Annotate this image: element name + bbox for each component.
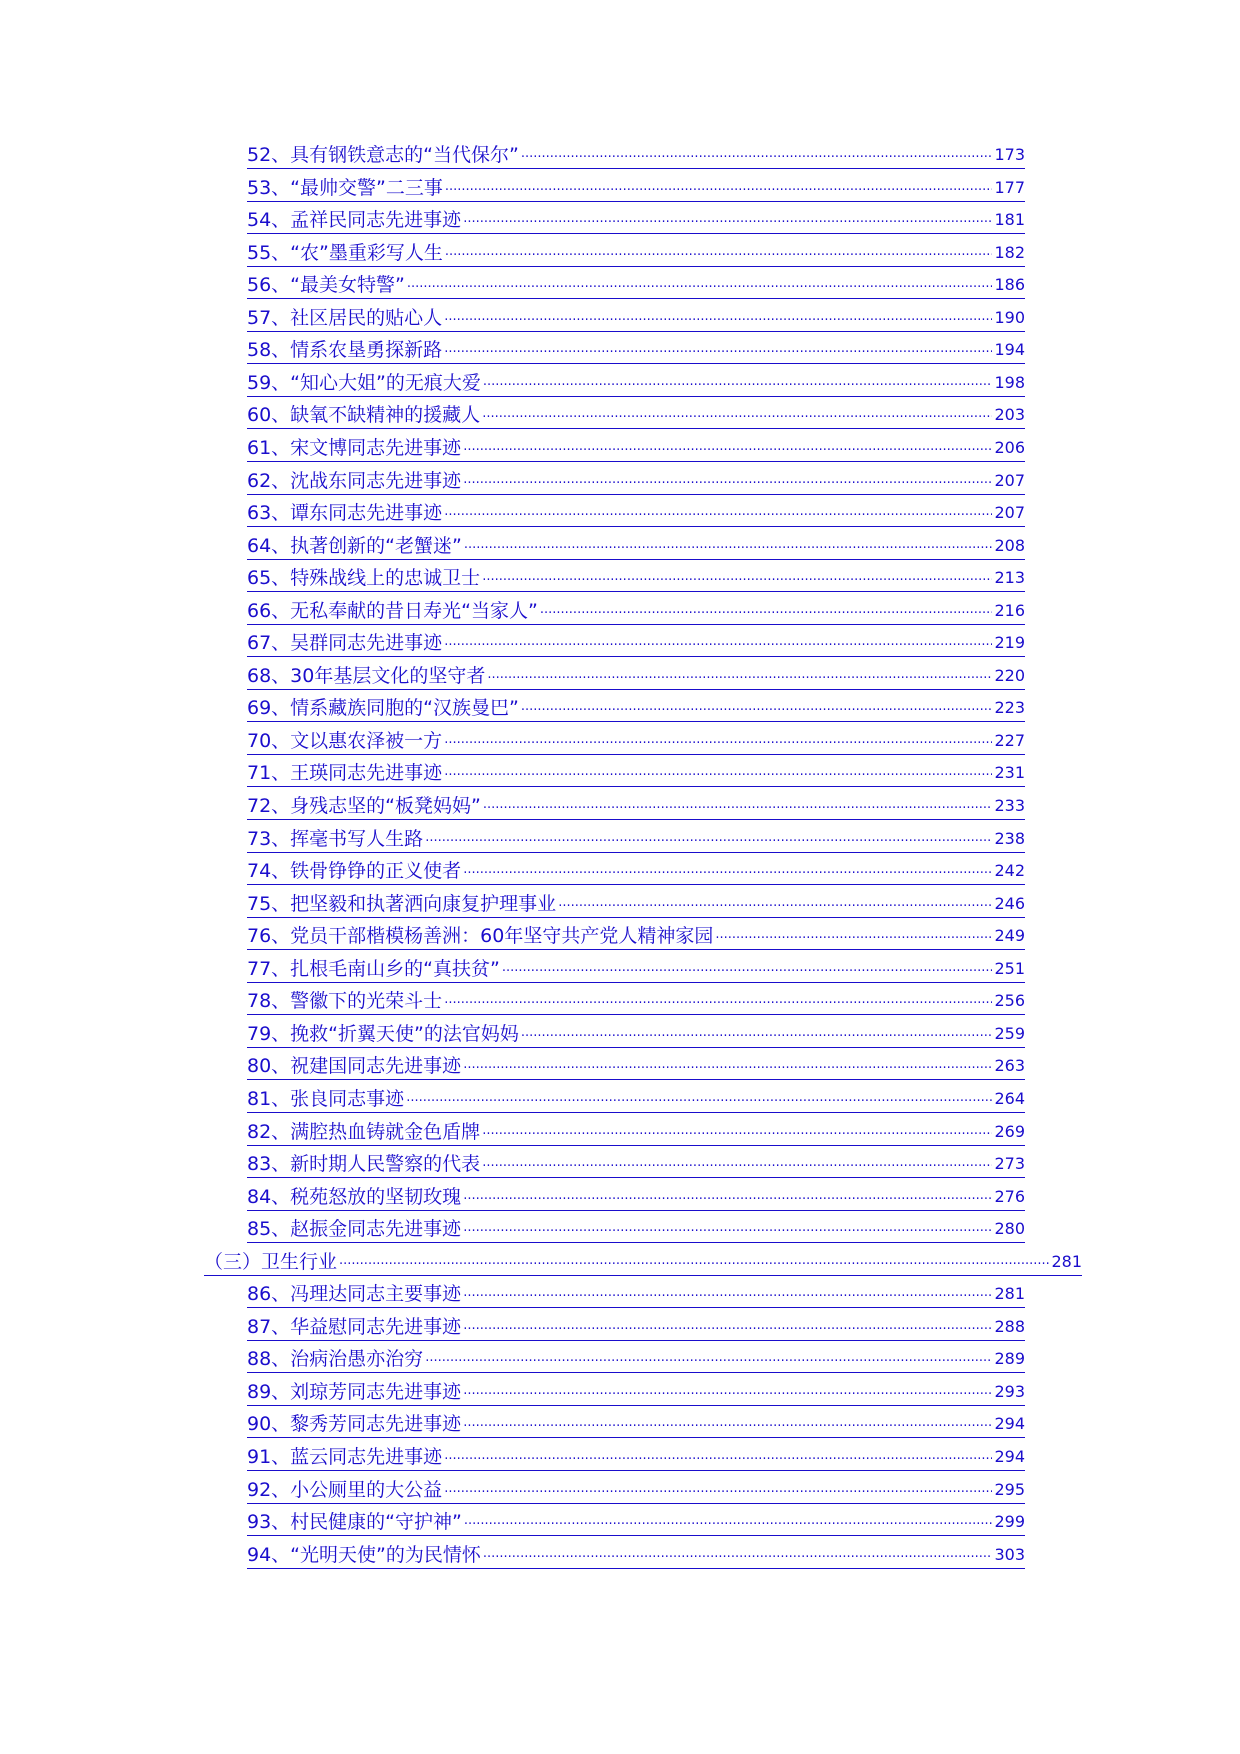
toc-dot-leader	[444, 305, 992, 331]
toc-entry-title: 61、宋文博同志先进事迹	[247, 436, 462, 459]
toc-page-number: 249	[994, 926, 1025, 946]
toc-entry-title: 75、把坚毅和执著洒向康复护理事业	[247, 892, 557, 915]
toc-entry[interactable]	[247, 399, 1025, 429]
toc-entry-title: （三）卫生行业	[204, 1250, 338, 1273]
toc-entry[interactable]	[247, 1083, 1025, 1113]
toc-page-number: 233	[994, 796, 1025, 815]
toc-dot-leader	[483, 1542, 993, 1568]
toc-entry[interactable]	[247, 1278, 1025, 1308]
toc-section-heading[interactable]	[204, 1246, 1082, 1276]
toc-entry-title: 86、冯理达同志主要事迹	[247, 1283, 462, 1306]
toc-entry-title: 89、刘琼芳同志先进事迹	[247, 1380, 462, 1403]
toc-entry-title: 92、小公厕里的大公益	[247, 1478, 443, 1501]
toc-entry-title: 66、无私奉献的昔日寿光“当家人”	[247, 599, 538, 622]
toc-entry-title: 60、缺氧不缺精神的援藏人	[247, 404, 481, 427]
toc-entry-title: 91、蓝云同志先进事迹	[247, 1446, 443, 1468]
toc-page-number: 207	[994, 503, 1025, 523]
toc-page-number: 264	[994, 1088, 1025, 1108]
toc-entry-title: 70、文以惠农泽被一方	[247, 729, 443, 752]
toc-dot-leader	[463, 468, 992, 494]
toc-dot-leader	[463, 1053, 992, 1079]
toc-dot-leader	[444, 1477, 992, 1503]
toc-entry-title: 78、警徽下的光荣斗士	[247, 990, 443, 1013]
toc-entry[interactable]	[247, 204, 1025, 234]
toc-entry[interactable]	[247, 269, 1025, 299]
toc-entry-title: 63、谭东同志先进事迹	[247, 502, 443, 525]
toc-entry[interactable]	[247, 725, 1025, 755]
toc-page-number: 216	[994, 600, 1025, 620]
toc-page-number: 280	[994, 1219, 1025, 1239]
toc-page-number: 299	[994, 1512, 1025, 1532]
toc-page-number: 238	[994, 828, 1025, 848]
toc-dot-leader	[444, 760, 992, 786]
toc-entry[interactable]	[247, 1376, 1025, 1406]
toc-dot-leader	[463, 435, 992, 461]
toc-dot-leader	[445, 240, 993, 266]
toc-entry-title: 55、“农”墨重彩写人生	[247, 241, 443, 264]
toc-page-number: 208	[994, 535, 1025, 555]
toc-entry[interactable]	[247, 530, 1025, 560]
toc-entry-title: 59、“知心大姐”的无痕大爱	[247, 371, 481, 394]
toc-page-number: 273	[994, 1154, 1025, 1174]
toc-page-number: 251	[994, 958, 1025, 978]
toc-entry[interactable]	[247, 497, 1025, 527]
toc-entry[interactable]	[247, 1539, 1025, 1569]
toc-entry-title: 72、身残志坚的“板凳妈妈”	[247, 795, 481, 817]
toc-entry[interactable]	[247, 1181, 1025, 1211]
toc-entry-title: 81、张良同志事迹	[247, 1087, 405, 1110]
toc-page-number: 288	[994, 1316, 1025, 1336]
toc-dot-leader	[444, 630, 992, 656]
toc-entry-title: 62、沈战东同志先进事迹	[247, 469, 462, 492]
toc-entry-title: 84、税苑怒放的坚韧玫瑰	[247, 1185, 462, 1208]
toc-entry-title: 80、祝建国同志先进事迹	[247, 1055, 462, 1078]
toc-page-number: 182	[994, 242, 1025, 262]
toc-dot-leader	[463, 1411, 992, 1437]
toc-page-number: 276	[994, 1186, 1025, 1206]
toc-dot-leader	[444, 500, 992, 526]
toc-dot-leader	[715, 923, 992, 949]
toc-entry[interactable]	[247, 692, 1025, 722]
toc-dot-leader	[521, 1021, 993, 1047]
toc-dot-leader	[339, 1249, 1049, 1275]
toc-entry[interactable]	[247, 855, 1025, 885]
toc-page-number: 281	[994, 1284, 1025, 1304]
toc-dot-leader	[482, 565, 992, 591]
toc-dot-leader	[444, 988, 992, 1014]
toc-entry[interactable]	[247, 1148, 1025, 1178]
toc-entry[interactable]	[247, 823, 1025, 853]
toc-page-number: 269	[994, 1121, 1025, 1141]
toc-page-number: 198	[994, 372, 1025, 392]
toc-page-number: 203	[994, 405, 1025, 425]
toc-page-number: 206	[994, 437, 1025, 457]
toc-page-number: 227	[994, 730, 1025, 750]
toc-entry[interactable]	[247, 334, 1025, 364]
toc-dot-leader	[445, 175, 993, 201]
toc-dot-leader	[464, 533, 993, 559]
toc-entry[interactable]	[247, 1050, 1025, 1080]
toc-entry[interactable]	[247, 139, 1025, 169]
toc-page-number: 219	[994, 633, 1025, 653]
toc-page-number: 281	[1051, 1251, 1082, 1271]
toc-entry-title: 53、“最帅交警”二三事	[247, 176, 443, 199]
toc-entry-title: 52、具有钢铁意志的“当代保尔”	[247, 144, 519, 166]
toc-entry-title: 68、30年基层文化的坚守者	[247, 664, 486, 687]
toc-entry-title: 64、执著创新的“老蟹迷”	[247, 534, 462, 557]
toc-dot-leader	[425, 1346, 992, 1372]
toc-entry[interactable]	[247, 432, 1025, 462]
toc-page-number: 207	[994, 470, 1025, 490]
toc-page-number: 246	[994, 893, 1025, 913]
toc-page-number: 194	[994, 340, 1025, 360]
toc-dot-leader	[463, 1314, 992, 1340]
toc-entry-title: 85、赵振金同志先进事迹	[247, 1218, 462, 1241]
toc-entry-title: 83、新时期人民警察的代表	[247, 1153, 481, 1176]
toc-dot-leader	[487, 663, 992, 689]
toc-entry-title: 76、党员干部楷模杨善洲：60年坚守共产党人精神家园	[247, 925, 714, 948]
toc-page-number: 242	[994, 861, 1025, 881]
toc-entry[interactable]	[247, 920, 1025, 950]
toc-page-number: 293	[994, 1381, 1025, 1401]
toc-page-number: 294	[994, 1447, 1025, 1466]
toc-entry-title: 73、挥毫书写人生路	[247, 827, 424, 850]
toc-entry-title: 69、情系藏族同胞的“汉族曼巴”	[247, 697, 519, 720]
toc-entry[interactable]	[247, 757, 1025, 787]
toc-dot-leader	[483, 793, 993, 819]
toc-entry-title: 94、“光明天使”的为民情怀	[247, 1543, 481, 1566]
toc-entry[interactable]	[247, 1018, 1025, 1048]
toc-entry-title: 93、村民健康的“守护神”	[247, 1511, 462, 1534]
toc-entry[interactable]	[247, 790, 1025, 820]
toc-entry[interactable]	[247, 660, 1025, 690]
toc-dot-leader	[444, 337, 992, 363]
toc-dot-leader	[521, 695, 993, 721]
toc-entry[interactable]	[247, 1311, 1025, 1341]
toc-entry-title: 79、挽救“折翼天使”的法官妈妈	[247, 1022, 519, 1045]
toc-entry[interactable]	[247, 1408, 1025, 1438]
toc-dot-leader	[444, 1444, 992, 1470]
toc-page-number: 231	[994, 763, 1025, 783]
toc-entry[interactable]	[247, 172, 1025, 202]
toc-entry[interactable]	[247, 302, 1025, 332]
toc-dot-leader	[407, 272, 993, 298]
toc-entry-title: 77、扎根毛南山乡的“真扶贫”	[247, 957, 500, 980]
toc-dot-leader	[463, 1216, 992, 1242]
toc-entry[interactable]	[247, 562, 1025, 592]
toc-page-number: 256	[994, 991, 1025, 1011]
toc-entry-title: 74、铁骨铮铮的正义使者	[247, 860, 462, 883]
toc-entry-title: 65、特殊战线上的忠诚卫士	[247, 567, 481, 590]
toc-dot-leader	[406, 1086, 992, 1112]
toc-dot-leader	[502, 956, 993, 982]
toc-entry-title: 90、黎秀芳同志先进事迹	[247, 1413, 462, 1436]
toc-entry[interactable]	[247, 1343, 1025, 1373]
toc-dot-leader	[464, 1509, 993, 1535]
toc-entry[interactable]	[247, 465, 1025, 495]
toc-page-number: 295	[994, 1479, 1025, 1499]
toc-page-number: 213	[994, 568, 1025, 588]
toc-dot-leader	[483, 370, 993, 396]
toc-entry[interactable]	[247, 595, 1025, 625]
toc-page-number: 186	[994, 275, 1025, 295]
toc-entry[interactable]	[247, 1213, 1025, 1243]
toc-entry[interactable]	[247, 1116, 1025, 1146]
toc-entry[interactable]	[247, 237, 1025, 267]
toc-dot-leader	[444, 728, 992, 754]
toc-dot-leader	[463, 1281, 992, 1307]
toc-dot-leader	[482, 1119, 992, 1145]
toc-page-number: 220	[994, 665, 1025, 685]
toc-dot-leader	[482, 402, 992, 428]
toc-dot-leader	[463, 858, 992, 884]
toc-entry-title: 82、满腔热血铸就金色盾牌	[247, 1120, 481, 1143]
toc-dot-leader	[463, 1379, 992, 1405]
toc-entry[interactable]	[247, 627, 1025, 657]
toc-entry-title: 88、治病治愚亦治穷	[247, 1348, 424, 1371]
toc-entry-title: 71、王瑛同志先进事迹	[247, 762, 443, 785]
toc-page-number: 303	[994, 1544, 1025, 1564]
toc-entry-title: 87、华益慰同志先进事迹	[247, 1315, 462, 1338]
toc-page-number: 173	[994, 145, 1025, 164]
toc-entry[interactable]	[247, 985, 1025, 1015]
toc-entry[interactable]	[247, 888, 1025, 918]
toc-dot-leader	[425, 826, 992, 852]
toc-page-number: 259	[994, 1023, 1025, 1043]
toc-page-number: 263	[994, 1056, 1025, 1076]
toc-dot-leader	[540, 598, 993, 624]
toc-dot-leader	[463, 1184, 992, 1210]
toc-entry-title: 56、“最美女特警”	[247, 274, 405, 297]
toc-entry-title: 58、情系农垦勇探新路	[247, 339, 443, 362]
toc-entry-title: 57、社区居民的贴心人	[247, 306, 443, 329]
toc-page-number: 177	[994, 177, 1025, 197]
toc-page-number: 181	[994, 210, 1025, 230]
toc-entry-title: 67、吴群同志先进事迹	[247, 632, 443, 655]
toc-page-number: 289	[994, 1349, 1025, 1369]
toc-entry[interactable]	[247, 1474, 1025, 1504]
toc-page-number: 294	[994, 1414, 1025, 1434]
toc-page-number: 223	[994, 698, 1025, 718]
toc-entry[interactable]	[247, 1506, 1025, 1536]
toc-dot-leader	[558, 891, 992, 917]
toc-entry[interactable]	[247, 953, 1025, 983]
toc-page-number: 190	[994, 307, 1025, 327]
toc-entry[interactable]	[247, 1441, 1025, 1471]
toc-dot-leader	[521, 142, 993, 168]
toc-dot-leader	[463, 207, 992, 233]
toc-dot-leader	[482, 1151, 992, 1177]
toc-entry-title: 54、孟祥民同志先进事迹	[247, 209, 462, 232]
toc-entry[interactable]	[247, 367, 1025, 397]
